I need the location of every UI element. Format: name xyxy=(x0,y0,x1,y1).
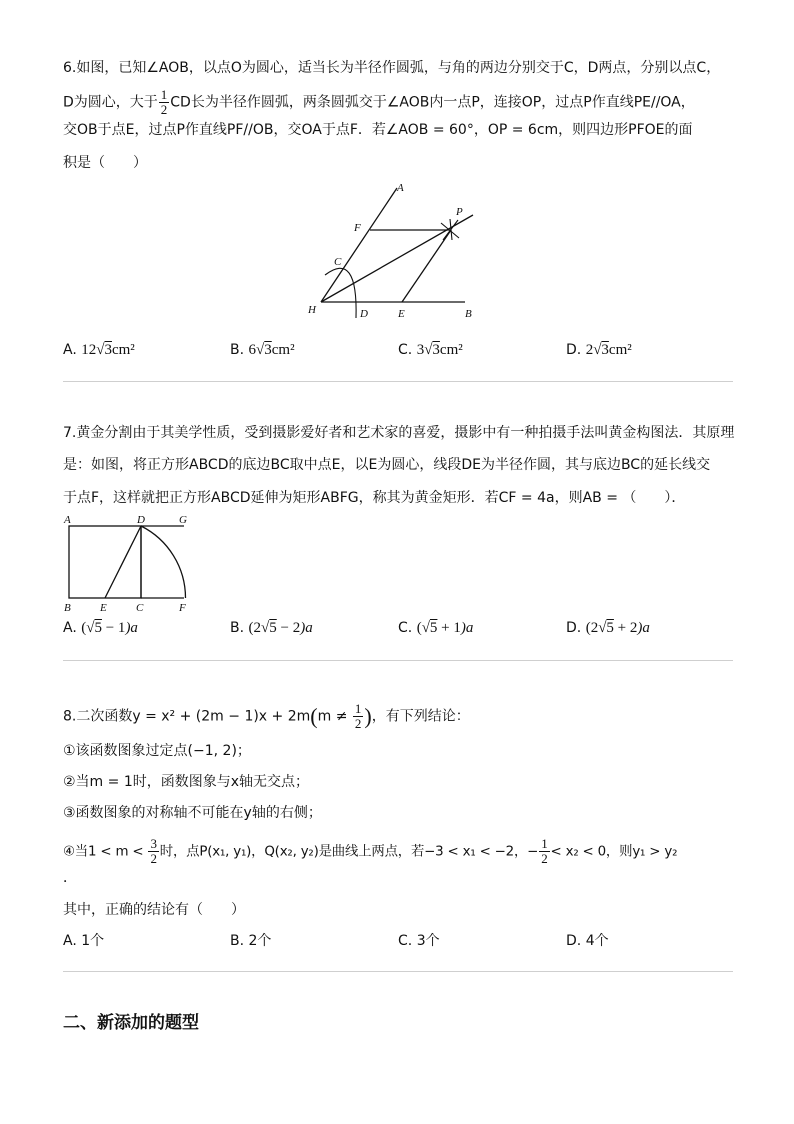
q6-option-c[interactable] xyxy=(398,340,463,360)
option-unit: cm² xyxy=(111,342,135,358)
divider xyxy=(63,971,733,972)
paren-close: )a xyxy=(300,620,313,636)
option-unit: cm² xyxy=(271,342,295,358)
c4-post: < x₂ < 0，则y₁ > y₂ xyxy=(550,844,678,860)
option-unit: cm² xyxy=(608,342,632,358)
option-op: − 2 xyxy=(276,620,301,636)
q7-option-c[interactable] xyxy=(398,618,473,638)
q6-option-d[interactable] xyxy=(566,340,632,360)
option-text: 1个 xyxy=(81,933,105,949)
q6-line2 xyxy=(63,88,695,117)
frac-num: 3 xyxy=(150,836,157,851)
frac-den: 2 xyxy=(354,716,362,731)
frac-den: 2 xyxy=(541,851,548,866)
option-letter: D. xyxy=(566,342,582,358)
q7-option-b[interactable] xyxy=(230,618,313,638)
sqrt-sign: √ xyxy=(261,620,270,636)
q8-conclusion-4 xyxy=(63,837,677,866)
c4-fraction-1 xyxy=(148,837,158,866)
label-e: E xyxy=(100,602,107,614)
option-radicand: 3 xyxy=(432,342,440,358)
label-p: P xyxy=(456,206,463,218)
option-radicand: 3 xyxy=(264,342,272,358)
q8-question: 其中，正确的结论有（ ） xyxy=(63,902,245,918)
option-radicand: 3 xyxy=(601,342,609,358)
q8-conclusion-3: ③函数图象的对称轴不可能在y轴的右侧； xyxy=(63,805,322,821)
paren-close: )a xyxy=(125,620,138,636)
c4-mid: 时，点P(x₁, y₁)，Q(x₂, y₂)是曲线上两点，若−3 < x₁ < −2，− xyxy=(159,844,539,860)
ray-op xyxy=(321,215,473,302)
option-letter: A. xyxy=(63,620,77,636)
option-radicand: 5 xyxy=(269,620,277,636)
q8-line1 xyxy=(63,702,470,731)
q6-line3: 交OB于点E，过点P作直线PF//OB，交OA于点F．若∠AOB = 60°，OP = 6cm，则四边形PFOE的面 xyxy=(63,122,693,138)
c4-pre: ④当1 < m < xyxy=(63,844,148,860)
option-letter: B. xyxy=(230,933,245,949)
paren-close: ) xyxy=(364,703,372,729)
c4-fraction-2 xyxy=(539,837,549,866)
q8-option-d[interactable] xyxy=(566,931,609,951)
option-letter: C. xyxy=(398,620,413,636)
q6-option-a[interactable] xyxy=(63,340,135,360)
q8-option-b[interactable] xyxy=(230,931,271,951)
q6-fraction xyxy=(159,88,170,117)
q6-line4: 积是（ ） xyxy=(63,155,147,171)
q8-paren-pre: m ≠ xyxy=(317,708,352,725)
option-letter: D. xyxy=(566,620,582,636)
option-letter: C. xyxy=(398,933,413,949)
label-c: C xyxy=(334,256,342,268)
q7-figure xyxy=(60,510,200,616)
ray-oa xyxy=(321,188,397,302)
q8-conclusion-2: ②当m = 1时，函数图象与x轴无交点； xyxy=(63,774,310,790)
option-letter: B. xyxy=(230,342,245,358)
q6-line2-pre: D为圆心，大于 xyxy=(63,94,158,111)
segment-pe xyxy=(402,230,451,302)
option-coef: 2 xyxy=(253,620,262,636)
q8-conclusion-4-dot: ． xyxy=(63,870,77,886)
sqrt-sign: √ xyxy=(598,620,607,636)
option-text: 3个 xyxy=(416,933,440,949)
sqrt-sign: √ xyxy=(256,342,265,358)
q7-option-a[interactable] xyxy=(63,618,138,638)
q8-fraction xyxy=(353,702,364,731)
sqrt-sign: √ xyxy=(424,342,433,358)
q8-line1-pre: 8.二次函数y = x² + (2m − 1)x + 2m xyxy=(63,708,311,725)
q8-line1-post: ，有下列结论： xyxy=(371,708,470,725)
q8-option-a[interactable] xyxy=(63,931,104,951)
square-abcd xyxy=(69,526,141,598)
frac-num: 1 xyxy=(354,701,362,716)
q8-conclusion-1: ①该函数图象过定点(−1, 2)； xyxy=(63,743,251,759)
paren-close: )a xyxy=(460,620,474,636)
arc-cd xyxy=(325,268,356,318)
q8-option-c[interactable] xyxy=(398,931,440,951)
option-op: + 1 xyxy=(437,620,461,636)
option-coef: 12 xyxy=(81,342,97,358)
sqrt-sign: √ xyxy=(593,342,602,358)
option-text: 4个 xyxy=(585,933,609,949)
q7-option-d[interactable] xyxy=(566,618,650,638)
option-letter: D. xyxy=(566,933,582,949)
label-g: G xyxy=(179,514,187,526)
sqrt-sign: √ xyxy=(96,342,105,358)
option-letter: A. xyxy=(63,342,77,358)
sqrt-sign: √ xyxy=(421,620,430,636)
q6-line1: 6.如图，已知∠AOB，以点O为圆心，适当长为半径作圆弧，与角的两边分别交于C，D两点，分别以点C， xyxy=(63,60,721,76)
section-title: 二、新添加的题型 xyxy=(63,1013,199,1033)
option-op: + 2 xyxy=(613,620,638,636)
frac-num: 1 xyxy=(541,836,548,851)
option-coef: 2 xyxy=(590,620,599,636)
label-h: H xyxy=(308,304,316,316)
option-radicand: 5 xyxy=(606,620,614,636)
label-b: B xyxy=(64,602,71,614)
label-f: F xyxy=(354,222,361,234)
label-b: B xyxy=(465,308,472,320)
q6-option-b[interactable] xyxy=(230,340,295,360)
q6-frac-den: 2 xyxy=(160,102,168,117)
option-coef: 2 xyxy=(585,342,594,358)
q7-line3: 于点F，这样就把正方形ABCD延伸为矩形ABFG，称其为黄金矩形．若CF = 4a，则AB = （ ）． xyxy=(63,490,686,506)
paren-close: )a xyxy=(637,620,650,636)
paren-open: ( xyxy=(416,620,422,636)
option-letter: B. xyxy=(230,620,245,636)
q6-line2-post: CD长为半径作圆弧，两条圆弧交于∠AOB内一点P，连接OP，过点P作直线PE//OA， xyxy=(170,94,695,111)
label-d: D xyxy=(360,308,368,320)
label-a: A xyxy=(64,514,71,526)
paren-open: ( xyxy=(81,620,87,636)
frac-den: 2 xyxy=(150,851,157,866)
label-f: F xyxy=(179,602,186,614)
paren-open: ( xyxy=(248,620,254,636)
q6-figure xyxy=(300,180,490,325)
label-e: E xyxy=(398,308,405,320)
q7-line1: 7.黄金分割由于其美学性质，受到摄影爱好者和艺术家的喜爱，摄影中有一种拍摄手法叫黄金构图法．其原理 xyxy=(63,425,735,441)
label-a: A xyxy=(397,182,404,194)
option-radicand: 5 xyxy=(429,620,438,636)
option-letter: A. xyxy=(63,933,77,949)
segment-de xyxy=(105,526,141,598)
divider xyxy=(63,660,733,661)
option-letter: C. xyxy=(398,342,413,358)
option-coef: 6 xyxy=(248,342,257,358)
sqrt-sign: √ xyxy=(86,620,95,636)
q7-line2: 是：如图，将正方形ABCD的底边BC取中点E，以E为圆心，线段DE为半径作圆，其与底边BC的延长线交 xyxy=(63,457,711,473)
arc-df xyxy=(141,526,186,598)
option-radicand: 3 xyxy=(104,342,112,358)
option-unit: cm² xyxy=(439,342,463,358)
option-coef: 3 xyxy=(416,342,425,358)
paren-open: ( xyxy=(310,703,318,729)
q6-frac-num: 1 xyxy=(160,87,168,102)
divider xyxy=(63,381,733,382)
label-c: C xyxy=(136,602,144,614)
option-op: − 1 xyxy=(101,620,126,636)
paren-open: ( xyxy=(585,620,591,636)
label-d: D xyxy=(137,514,145,526)
option-text: 2个 xyxy=(248,933,272,949)
option-radicand: 5 xyxy=(94,620,102,636)
